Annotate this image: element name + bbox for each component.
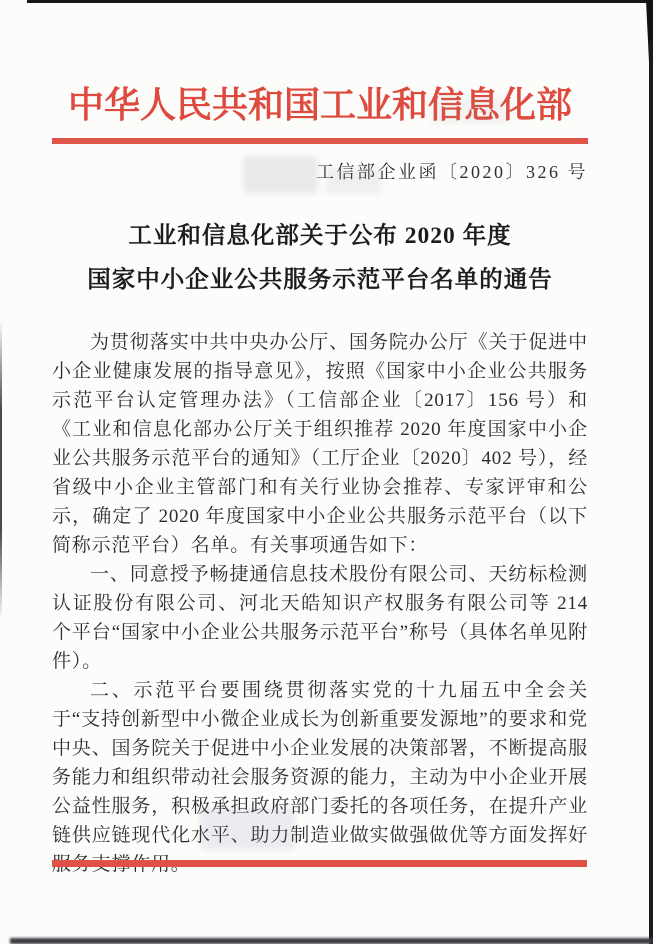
scan-edge-top (27, 0, 653, 3)
bleed-through-smudge (326, 168, 381, 194)
scan-edge-left (0, 320, 2, 620)
notice-title-line2: 国家中小企业公共服务示范平台名单的通告 (87, 267, 553, 293)
bleed-through-smudge (200, 808, 295, 850)
bleed-through-smudge (430, 96, 510, 124)
body-paragraph-item-2: 二、示范平台要围绕贯彻落实党的十九届五中全会关于“支持创新型中小微企业成长为创新重要发源地”的要求和党中央、国务院关于促进中小企业发展的决策部署，不断提高服务能力和组织带动社会服务资源的能力，主动为中小企业开展公益性服务，积极承担政府部门委托的各项任务，在提升产业链供应链现代化水平、助力制造业做实做强做优等方面发挥好服务支撑作用。 (52, 680, 588, 875)
body-paragraph-intro: 为贯彻落实中共中央办公厅、国务院办公厅《关于促进中小企业健康发展的指导意见》，按照《国家中小企业公共服务示范平台认定管理办法》（工信部企业〔2017〕156 号）和《工业和信息化部办公厅关于组织推荐 2020 年度国家中小企业公共服务示范平台的通知》（工厅企业〔2020〕402 号），经省级中小企业主管部门和有关行业协会推荐、专家评审和公示，确定了 2020 年度国家中小企业公共服务示范平台（以下简称示范平台）名单。有关事项通告如下： (52, 332, 588, 556)
header-rule (52, 138, 588, 144)
bleed-through-smudge (243, 156, 318, 194)
notice-body (52, 328, 588, 879)
ministry-header: 中华人民共和国工业和信息化部 (67, 85, 572, 125)
doc-number: 工信部企业函〔2020〕326 号 (316, 162, 588, 182)
notice-title-line1: 工业和信息化部关于公布 2020 年度 (128, 223, 512, 249)
scan-edge-bottom (10, 938, 653, 944)
page-content (52, 0, 588, 879)
body-paragraph-item-1: 一、同意授予畅捷通信息技术股份有限公司、天纺标检测认证股份有限公司、河北天皓知识产权服务有限公司等 214 个平台“国家中小企业公共服务示范平台”称号（具体名单见附件）。 (52, 564, 588, 672)
footer-rule (52, 860, 587, 867)
notice-title (52, 214, 588, 302)
scan-edge-right (649, 40, 653, 944)
